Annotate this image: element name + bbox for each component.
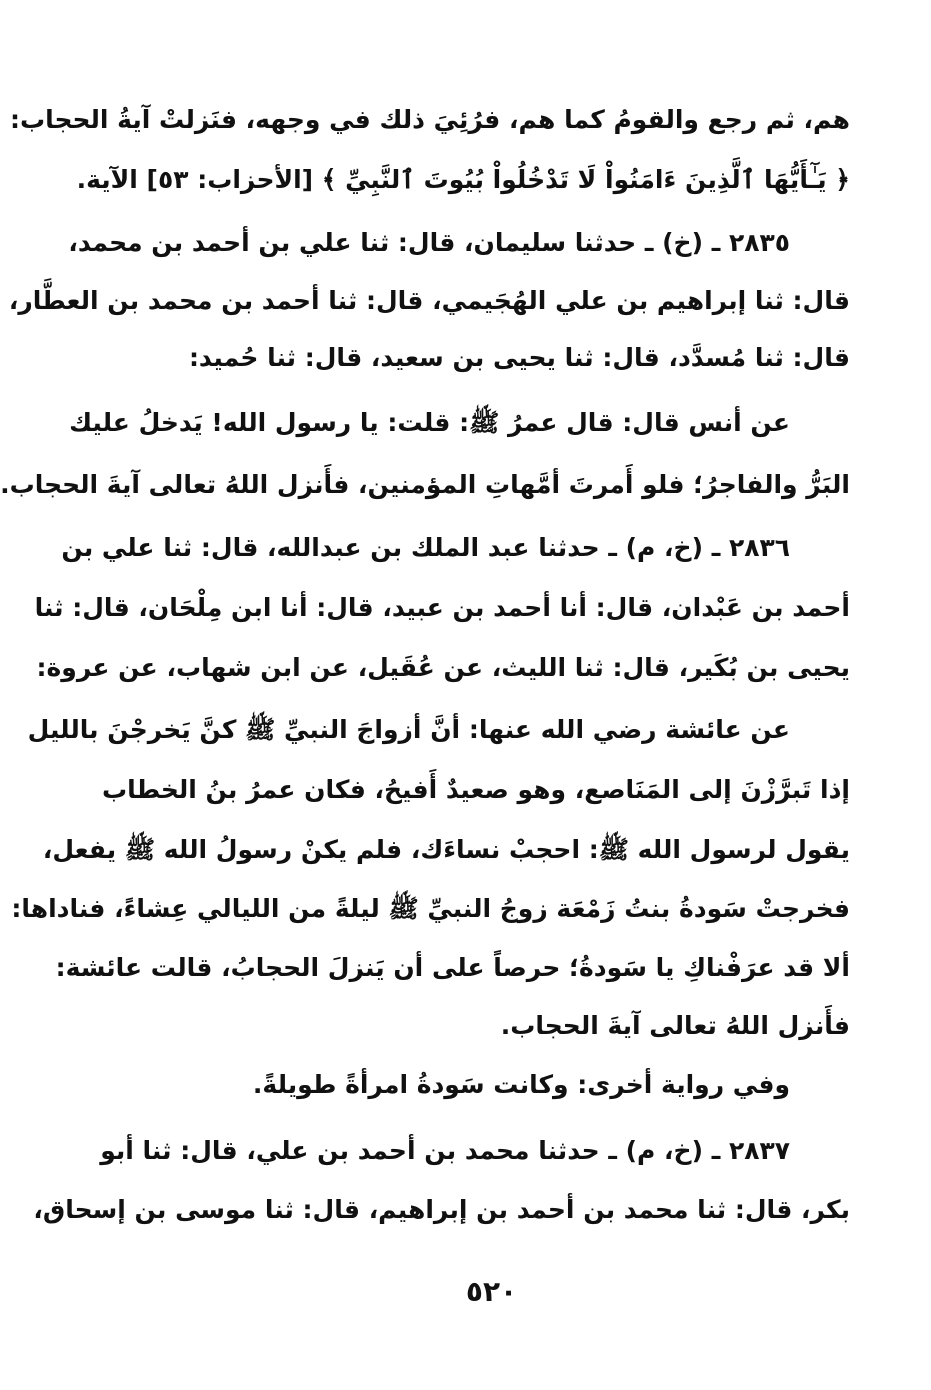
hadith-heading-2836: ٢٨٣٦ ـ (خ، م) ـ حدثنا عبد الملك بن عبدالله، قال: ثنا علي بن [61,533,790,562]
text-line: يقول لرسول الله ﷺ: احجبْ نساءَك، فلم يكنْ رسولُ الله ﷺ يفعل، [42,835,850,864]
text-line: البَرُّ والفاجرُ؛ فلو أَمرتَ أمَّهاتِ المؤمنين، فأَنزل اللهُ تعالى آيةَ الحجاب. [0,470,850,499]
text-line: فأَنزل اللهُ تعالى آيةَ الحجاب. [500,1011,850,1040]
text-line: فخرجتْ سَودةُ بنتُ زَمْعَة زوجُ النبيِّ ﷺ ليلةً من الليالي عِشاءً، فناداها: [11,894,850,923]
text-line: يحيى بن بُكَير، قال: ثنا الليث، عن عُقَيل، عن ابن شهاب، عن عروة: [36,653,850,682]
text-line: ألا قد عرَفْناكِ يا سَودةُ؛ حرصاً على أن يَنزلَ الحجابُ، قالت عائشة: [55,953,850,982]
text-line: أحمد بن عَبْدان، قال: أنا أحمد بن عبيد، قال: أنا ابن مِلْحَان، قال: ثنا [34,593,850,622]
page-number: ٥٢٠ [465,1275,518,1308]
hadith-heading-2837: ٢٨٣٧ ـ (خ، م) ـ حدثنا محمد بن أحمد بن علي، قال: ثنا أبو [100,1136,790,1165]
text-line: عن عائشة رضي الله عنها: أنَّ أزواجَ النبيِّ ﷺ كنَّ يَخرجْنَ بالليل [27,715,790,744]
text-line: إذا تَبرَّزْنَ إلى المَنَاصع، وهو صعيدٌ أَفيحُ، فكان عمرُ بنُ الخطاب [101,775,850,804]
hadith-heading-2835: ٢٨٣٥ ـ (خ) ـ حدثنا سليمان، قال: ثنا علي بن أحمد بن محمد، [68,228,790,257]
text-line: هم، ثم رجع والقومُ كما هم، فرُئِيَ ذلك في وجهه، فنَزلتْ آيةُ الحجاب: [9,105,850,134]
text-line: بكر، قال: ثنا محمد بن أحمد بن إبراهيم، قال: ثنا موسى بن إسحاق، [33,1195,850,1224]
text-line: وفي رواية أخرى: وكانت سَودةُ امرأةً طويلةً. [252,1070,790,1099]
text-line: عن أنس قال: قال عمرُ ﷺ: قلت: يا رسول الله! يَدخلُ عليك [69,408,790,437]
text-line: قال: ثنا مُسدَّد، قال: ثنا يحيى بن سعيد، قال: ثنا حُميد: [188,343,850,372]
text-line: ﴿ يَـٰٓأَيُّهَا ٱلَّذِينَ ءَامَنُواْ لَا تَدْخُلُواْ بُيُوتَ ٱلنَّبِيِّ ﴾ [الأحزاب: ٥٣] الآية. [76,165,850,194]
text-line: قال: ثنا إبراهيم بن علي الهُجَيمي، قال: ثنا أحمد بن محمد بن العطَّار، [8,286,850,315]
